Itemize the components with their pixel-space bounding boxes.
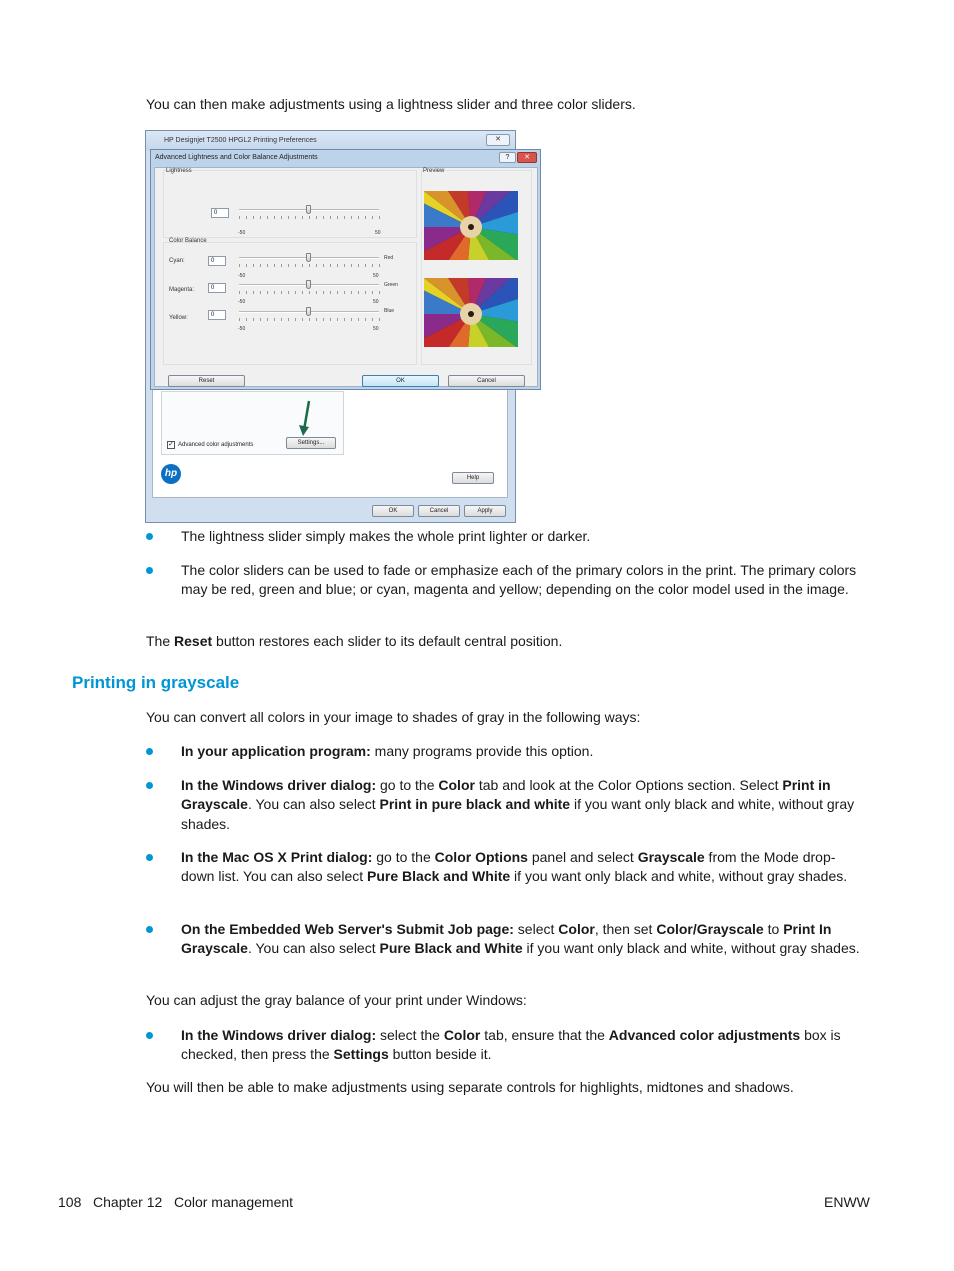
bold-run: Settings — [333, 1046, 389, 1063]
cyan-label: Cyan: — [169, 258, 185, 264]
apply-button[interactable]: Apply — [464, 505, 506, 517]
text-run: if you want only black and white, without gray shades. — [510, 868, 848, 885]
blue-label: Blue — [384, 308, 395, 314]
final-paragraph: You will then be able to make adjustments using separate controls for highlights, midtones and shadows. — [146, 1079, 794, 1095]
bold-run: Print in pure black and white — [379, 796, 571, 813]
bullet-icon — [146, 782, 153, 789]
red-label: Red — [384, 255, 394, 261]
advanced-color-label: Advanced color adjustments — [178, 442, 254, 448]
bullet-icon — [146, 926, 153, 933]
bold-run: In the Windows driver dialog: — [181, 1027, 377, 1043]
magenta-ticks — [239, 291, 380, 294]
dialog-titlebar — [151, 150, 540, 166]
text-run: go to the — [376, 777, 439, 793]
close-icon[interactable]: ✕ — [517, 152, 537, 163]
dialog-screenshot — [145, 130, 541, 523]
text-run: from the Mode drop-down list. You can also select — [181, 849, 836, 885]
cyan-input[interactable]: 0 — [208, 256, 226, 266]
text-run: box is checked, then press the — [181, 1027, 841, 1063]
hp-logo: hp — [161, 464, 181, 484]
printing-preferences-titlebar — [146, 131, 515, 151]
yellow-min-label: -50 — [238, 326, 246, 332]
cyan-ticks — [239, 264, 380, 267]
yellow-ticks — [239, 318, 380, 321]
preview-label: Preview — [423, 168, 445, 174]
gray-balance-paragraph: You can adjust the gray balance of your print under Windows: — [146, 992, 527, 1008]
help-button[interactable]: Help — [452, 472, 494, 484]
lightness-ticks — [239, 216, 380, 219]
bold-run: Pure Black and White — [367, 868, 511, 885]
text-run: select — [513, 921, 559, 937]
lightness-group — [163, 170, 417, 238]
bold-run: In the Mac OS X Print dialog: — [181, 849, 373, 865]
bullet-text — [181, 776, 866, 834]
advanced-color-checkbox[interactable]: ✓ — [168, 441, 174, 448]
magenta-label: Magenta: — [169, 287, 195, 293]
lightness-label: Lightness — [166, 168, 192, 174]
arrow-icon — [295, 397, 315, 437]
dialog-title: Advanced Lightness and Color Balance Adjustments — [155, 154, 318, 161]
bold-run: In the Windows driver dialog: — [181, 777, 377, 793]
color-tab-body — [152, 386, 508, 498]
close-icon[interactable]: ✕ — [486, 134, 510, 146]
yellow-input[interactable]: 0 — [208, 310, 226, 320]
lightness-slider-thumb[interactable] — [306, 205, 311, 214]
list-item — [146, 1026, 866, 1065]
color-balance-label: Color Balance — [169, 238, 207, 244]
lightness-max-label: 50 — [375, 230, 381, 236]
green-label: Green — [384, 282, 398, 288]
preview-image-before — [424, 191, 518, 260]
bold-run: Color — [558, 921, 595, 937]
list-item — [146, 527, 866, 546]
color-options-panel — [161, 391, 344, 455]
magenta-max-label: 50 — [373, 299, 379, 305]
cancel-button-back[interactable]: Cancel — [418, 505, 460, 517]
bold-run: Color — [443, 1027, 481, 1043]
bullet-icon — [146, 854, 153, 861]
bullet-text — [181, 848, 866, 887]
bold-run: Print in Grayscale — [181, 777, 831, 813]
cyan-max-label: 50 — [373, 273, 379, 279]
text-run: if you want only black and white, without gray shades. — [522, 940, 860, 957]
bold-run: On the Embedded Web Server's Submit Job page: — [181, 921, 514, 937]
bullet-text: The color sliders can be used to fade or emphasize each of the primary colors in the print. The primary colors may be red, green and blue; or cyan, magenta and yellow; depending on the color model used in the image. — [181, 562, 857, 598]
help-icon[interactable]: ? — [499, 152, 516, 163]
intro-paragraph: You can then make adjustments using a lightness slider and three color sliders. — [146, 96, 636, 112]
bold-run: Pure Black and White — [379, 940, 523, 957]
bold-run: Color/Grayscale — [656, 921, 764, 937]
reset-button[interactable]: Reset — [168, 375, 245, 387]
bullet-icon — [146, 567, 153, 574]
text-run: , then set — [594, 921, 657, 937]
bullet-icon — [146, 1032, 153, 1039]
ok-button-back[interactable]: OK — [372, 505, 414, 517]
cyan-slider-thumb[interactable] — [306, 253, 311, 262]
bullet-text — [181, 742, 866, 761]
lightness-input[interactable]: 0 — [211, 208, 229, 218]
preview-image-after — [424, 278, 518, 347]
list-item — [146, 561, 866, 600]
settings-button[interactable]: Settings... — [286, 437, 336, 449]
text-run: . You can also select — [247, 940, 380, 957]
yellow-slider-thumb[interactable] — [306, 307, 311, 316]
list-item — [146, 920, 866, 959]
text-run: button beside it. — [388, 1046, 492, 1063]
bold-run: Print In Grayscale — [181, 921, 832, 957]
ok-button[interactable]: OK — [362, 375, 439, 387]
magenta-slider-thumb[interactable] — [306, 280, 311, 289]
magenta-input[interactable]: 0 — [208, 283, 226, 293]
grayscale-intro: You can convert all colors in your image to shades of gray in the following ways: — [146, 709, 641, 725]
dialog-body — [154, 167, 538, 387]
advanced-adjustments-dialog — [150, 149, 541, 390]
bold-run: Color — [438, 777, 475, 793]
list-item — [146, 776, 866, 834]
list-item — [146, 848, 866, 887]
reset-paragraph — [146, 632, 866, 651]
text-run: if you want only black and white, without gray shades. — [181, 796, 855, 832]
list-item — [146, 742, 866, 761]
bold-run: Advanced color adjustments — [608, 1027, 801, 1043]
section-heading: Printing in grayscale — [72, 673, 240, 692]
footer-enww: ENWW — [824, 1194, 870, 1210]
magenta-min-label: -50 — [238, 299, 246, 305]
yellow-label: Yellow: — [169, 315, 188, 321]
cancel-button[interactable]: Cancel — [448, 375, 525, 387]
text-run: . You can also select — [247, 796, 380, 813]
text-run: go to the — [372, 849, 435, 865]
bullet-text: The lightness slider simply makes the whole print lighter or darker. — [181, 528, 591, 544]
text-run: The — [146, 633, 175, 649]
bullet-text — [181, 920, 866, 959]
yellow-max-label: 50 — [373, 326, 379, 332]
lightness-min-label: -50 — [238, 230, 246, 236]
cyan-min-label: -50 — [238, 273, 246, 279]
text-run: tab, ensure that the — [480, 1027, 609, 1043]
text-run: select the — [376, 1027, 444, 1043]
bold-run: In your application program: — [181, 743, 371, 759]
text-run: to — [763, 921, 784, 937]
bold-run: Reset — [174, 633, 213, 649]
text-run: button restores each slider to its default central position. — [212, 633, 563, 649]
window-title: HP Designjet T2500 HPGL2 Printing Preferences — [164, 137, 317, 144]
bold-run: Grayscale — [637, 849, 705, 865]
bold-run: Color Options — [434, 849, 528, 865]
bullet-icon — [146, 748, 153, 755]
text-run: many programs provide this option. — [370, 743, 594, 759]
bullet-text — [181, 1026, 866, 1065]
text-run: panel and select — [527, 849, 638, 865]
bullet-icon — [146, 533, 153, 540]
text-run: tab and look at the Color Options section. Select — [474, 777, 783, 793]
footer-page-info: 108 Chapter 12 Color management — [58, 1194, 294, 1210]
